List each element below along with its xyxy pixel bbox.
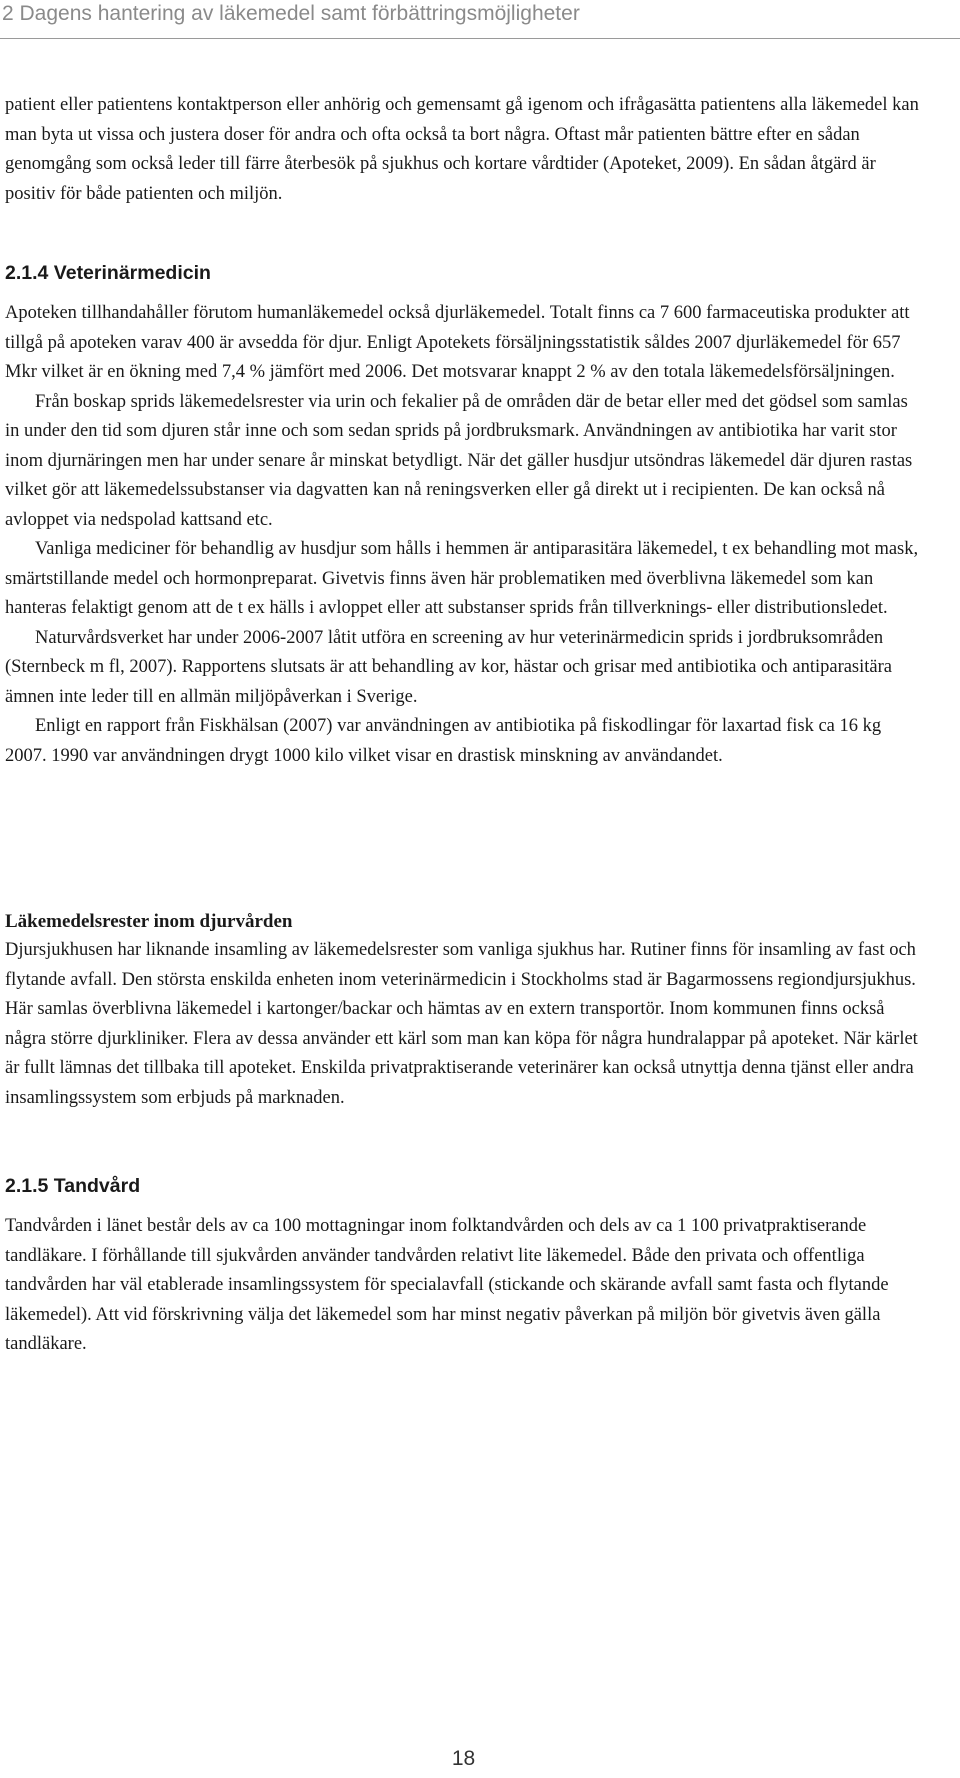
section-heading-tandvard: 2.1.5 Tandvård (5, 1175, 141, 1197)
running-header: 2 Dagens hantering av läkemedel samt förbättringsmöjligheter (2, 2, 580, 25)
veterinarmedicin-body (5, 299, 925, 771)
intro-block (5, 91, 925, 209)
djurvarden-body (5, 936, 925, 1113)
header-divider (0, 38, 960, 39)
subsection-heading-djurvarden: Läkemedelsrester inom djurvården (5, 911, 293, 932)
tandvard-paragraph: Tandvården i länet består dels av ca 100 mottagningar inom folktandvården och dels av ca 1 100 privatpraktiserande tandläkare. I förhållande till sjukvården använder tandvården relativt lite läkemedel. Både den privata och offentliga tandvården har väl etablerade insamlingssystem för specialavfall (stickande och skärande avfall samt fasta och flytande läkemedel). Att vid förskrivning välja det läkemedel som har minst negativ påverkan på miljön bör givetvis även gälla tandläkare. (5, 1216, 889, 1354)
veterinarmedicin-paragraph-5: Enligt en rapport från Fiskhälsan (2007) var användningen av antibiotika på fiskodlingar för laxartad fisk ca 16 kg 2007. 1990 var användningen drygt 1000 kilo vilket visar en drastisk minskning av användandet. (5, 716, 882, 766)
section-heading-veterinarmedicin: 2.1.4 Veterinärmedicin (5, 262, 211, 284)
veterinarmedicin-paragraph-3: Vanliga mediciner för behandlig av husdjur som hålls i hemmen är antiparasitära läkemedel, t ex behandling mot mask, smärtstillande medel och hormonpreparat. Givetvis finns även här problematiken med överblivna läkemedel som kan hanteras felaktigt genom att de t ex hälls i avloppet eller att substanser sprids från tillverknings- eller distributionsledet. (5, 539, 919, 618)
veterinarmedicin-paragraph-2: Från boskap sprids läkemedelsrester via urin och fekalier på de områden där de betar eller med det gödsel som samlas in under den tid som djuren står inne och som sedan sprids på jordbruksmark. Användningen av antibiotika har varit stor inom djurnäringen men har under senare år minskat betydligt. När det gäller husdjur utsöndras läkemedel där djuren rastas vilket gör att läkemedelssubstanser via dagvatten kan nå reningsverken eller gå direkt ut i recipienten. De kan också nå avloppet via nedspolad kattsand etc. (5, 391, 913, 530)
tandvard-body (5, 1212, 925, 1360)
veterinarmedicin-paragraph-4: Naturvårdsverket har under 2006-2007 låtit utföra en screening av hur veterinärmedicin sprids i jordbruksområden (Sternbeck m fl, 2007). Rapportens slutsats är att behandling av kor, hästar och grisar med antibiotika och antiparasitära ämnen inte leder till en allmän miljöpåverkan i Sverige. (5, 627, 892, 707)
page-number: 18 (451, 1747, 476, 1770)
djurvarden-paragraph: Djursjukhusen har liknande insamling av läkemedelsrester som vanliga sjukhus har. Rutiner finns för insamling av fast och flytande avfall. Den största enskilda enheten inom veterinärmedicin i Stockholms stad är Bagarmossens regiondjursjukhus. Här samlas överblivna läkemedel i kartonger/backar och hämtas av en extern transportör. Inom kommunen finns också några större djurkliniker. Flera av dessa använder ett kärl som man kan köpa för några hundralappar på apoteket. När kärlet är fullt lämnas det tillbaka till apoteket. Enskilda privatpraktiserande veterinärer kan också utnyttja denna tjänst eller andra insamlingssystem som erbjuds på marknaden. (5, 940, 918, 1108)
intro-paragraph: patient eller patientens kontaktperson eller anhörig och gemensamt gå igenom och ifrågasätta patientens alla läkemedel kan man byta ut vissa och justera doser för andra och ofta också ta bort några. Oftast mår patienten bättre efter en sådan genomgång som också leder till färre återbesök på sjukhus och kortare vårdtider (Apoteket, 2009). En sådan åtgärd är positiv för både patienten och miljön. (5, 95, 919, 204)
veterinarmedicin-paragraph-1: Apoteken tillhandahåller förutom humanläkemedel också djurläkemedel. Totalt finns ca 7 600 farmaceutiska produkter att tillgå på apoteken varav 400 är avsedda för djur. Enligt Apotekets försäljningsstatistik såldes 2007 djurläkemedel för 657 Mkr vilket är en ökning med 7,4 % jämfört med 2006. Det motsvarar knappt 2 % av den totala läkemedelsförsäljningen. (5, 303, 910, 382)
